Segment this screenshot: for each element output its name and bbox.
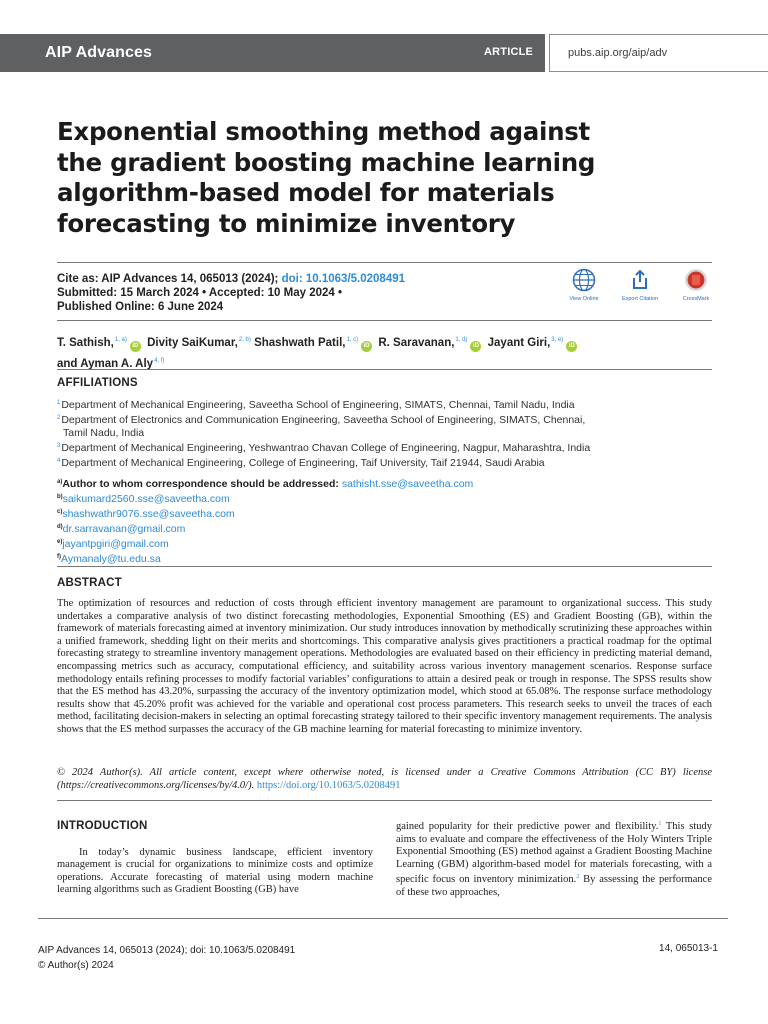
orcid-icon[interactable]: iD: [361, 341, 372, 352]
export-citation-button[interactable]: [616, 268, 664, 302]
divider-body: [57, 800, 712, 801]
reference-link[interactable]: 1: [658, 821, 662, 827]
reference-link[interactable]: 2: [576, 874, 580, 881]
author-list: [57, 331, 697, 373]
email-marker: b): [57, 494, 63, 500]
doi-link[interactable]: doi: 10.1063/5.0208491: [281, 273, 406, 285]
author-affiliation-sup: 2, b): [238, 337, 251, 343]
footer-copyright: © Author(s) 2024: [38, 960, 114, 971]
view-online-button[interactable]: [560, 268, 608, 302]
submission-dates: Submitted: 15 March 2024 • Accepted: 10 May 2024 •: [57, 287, 343, 299]
email-marker: e): [57, 539, 63, 545]
divider-authors: [57, 369, 712, 370]
affiliation-list: [57, 397, 697, 470]
correspondence-block: [57, 476, 697, 566]
email-marker: a): [57, 479, 63, 485]
journal-header: [0, 34, 768, 72]
correspondence-label: Author to whom correspondence should be addressed:: [62, 478, 339, 490]
author-name[interactable]: Shashwath Patil,: [254, 337, 346, 349]
affiliation-item: [57, 412, 697, 427]
affiliations-heading: AFFILIATIONS: [57, 377, 138, 389]
email-link[interactable]: dr.sarravanan@gmail.com: [62, 523, 186, 535]
author-name[interactable]: Jayant Giri,: [487, 337, 551, 349]
email-link[interactable]: shashwathr9076.sse@saveetha.com: [62, 508, 235, 520]
abstract-text: The optimization of resources and reduction of costs through efficient inventory management are paramount to organizational success. This study undertakes a comparative analysis of two distinct forecasting methodologies, Exponential Smoothing (ES) and Gradient Boosting (GB), within the framework of materials forecasting aimed at inventory minimization. Our study introduces innovation by methodically scrutinizing these approaches within a unified framework, shedding light on their merits and shortcomings. This comparative analysis gives practitioners a practical roadmap for the optimal forecasting strategy to streamline inventory management operations. Methodologies are evaluated based on their efficiency in predicting material demand, encompassing metrics such as accuracy, computational efficiency, and suitability across various inventory management scenarios. Response surface methodology entails refining processes to modify factorial variables’ configurations to attain a desired peak or trough in response. The SPSS results show that the ES method has 43.20%, surpassing the accuracy of the inventory optimization model, which stood at 65.08%. The response surface methodology results show that 45.20% profit was achieved for the variable and operational cost process parameters. This research seeks to unveil the traces of each method, facilitating decision-makers in selecting an optimal forecasting strategy tailored to their specific inventory management requirements. The analysis shows that the ES method surpasses the accuracy of the GB machine learning for material forecasting to minimize inventory.: [57, 598, 712, 735]
page-footer: [38, 943, 295, 973]
author-affiliation-sup: 1, a): [114, 337, 127, 343]
divider-top: [57, 262, 712, 263]
email-marker: f): [57, 554, 61, 560]
journal-url[interactable]: pubs.aip.org/aip/adv: [568, 47, 668, 59]
introduction-heading: INTRODUCTION: [57, 820, 148, 832]
crossmark-button[interactable]: [672, 268, 720, 302]
affiliation-item: [57, 455, 697, 470]
article-title: Exponential smoothing method against the gradient boosting machine learning algorithm-based model for materials forecasting to minimize inventory: [57, 117, 596, 238]
orcid-icon[interactable]: iD: [470, 341, 481, 352]
cite-label: Cite as: AIP Advances 14, 065013 (2024);: [57, 273, 279, 285]
affiliation-item: [57, 440, 697, 455]
export-citation-label: Export Citation: [621, 296, 659, 302]
intro-paragraph: In today’s dynamic business landscape, efficient inventory management is crucial for organizations to minimize costs and optimize operations. Accurate forecasting of material using modern machine learning algorithms such as Gradient Boosting (GB) have: [57, 846, 373, 896]
email-link[interactable]: sathisht.sse@saveetha.com: [341, 478, 474, 490]
divider-citation: [57, 320, 712, 321]
page-number: 14, 065013-1: [659, 943, 718, 954]
affiliation-text: Department of Mechanical Engineering, College of Engineering, Taif University, Taif 21944, Saudi Arabia: [61, 457, 545, 469]
affiliation-text: Department of Electronics and Communication Engineering, Saveetha School of Engineering, SIMATS, Chennai,: [61, 414, 586, 426]
affiliation-number: 1: [57, 400, 61, 406]
license-text: © 2024 Author(s). All article content, except where otherwise noted, is licensed under a Creative Commons Attribution (CC BY) license (https://creativecommons.org/licenses/by/4.0/).: [57, 767, 712, 791]
affiliation-continuation: Tamil Nadu, India: [63, 427, 145, 439]
email-marker: c): [57, 509, 63, 515]
footer-citation: AIP Advances 14, 065013 (2024); doi: 10.1063/5.0208491: [38, 945, 296, 956]
author-name[interactable]: and Ayman A. Aly: [57, 358, 154, 370]
intro-paragraph-continued: [396, 818, 712, 900]
crossmark-label: CrossMark: [682, 296, 710, 302]
journal-name[interactable]: AIP Advances: [45, 44, 153, 61]
author-affiliation-sup: 3, e): [551, 337, 564, 343]
author-name[interactable]: Divity SaiKumar,: [147, 337, 238, 349]
citation-block: [57, 272, 405, 314]
author-affiliation-sup: 1, d): [455, 337, 468, 343]
email-link[interactable]: Aymanaly@tu.edu.sa: [61, 553, 161, 565]
export-icon: [628, 268, 652, 292]
intro-text: By assessing the performance of these two approaches,: [396, 874, 712, 898]
citation-tools: [560, 268, 720, 308]
author-affiliation-sup: 1, c): [346, 337, 359, 343]
intro-text: gained popularity for their predictive power and flexibility.: [396, 821, 659, 832]
license-doi-link[interactable]: https://doi.org/10.1063/5.0208491: [256, 779, 401, 791]
orcid-icon[interactable]: iD: [130, 341, 141, 352]
affiliation-item: [57, 397, 697, 412]
body-column-left: [57, 818, 373, 897]
divider-abstract: [57, 566, 712, 567]
abstract-heading: ABSTRACT: [57, 577, 122, 589]
email-marker: d): [57, 524, 63, 530]
affiliation-number: 3: [57, 443, 61, 449]
view-online-label: View Online: [569, 296, 599, 302]
divider-footer: [38, 918, 728, 919]
affiliation-text: Department of Mechanical Engineering, Saveetha School of Engineering, SIMATS, Chennai, Tamil Nadu, India: [61, 399, 575, 411]
intro-text: This study aims to evaluate and compare the effectiveness of the Holy Winters Triple Exponential Smoothing (ES) method against a Gradient Boosting Machine Learning (GBM) algorithm-based model for materials forecasting, with a specific focus on inventory minimization.: [396, 821, 712, 886]
author-affiliation-sup: 4, f): [154, 358, 165, 364]
author-name[interactable]: R. Saravanan,: [378, 337, 455, 349]
article-type-label: ARTICLE: [484, 46, 534, 58]
published-date: Published Online: 6 June 2024: [57, 301, 224, 313]
affiliation-number: 2: [57, 415, 61, 421]
author-name[interactable]: T. Sathish,: [57, 337, 114, 349]
body-column-right: [396, 818, 712, 900]
crossmark-icon: [684, 268, 708, 292]
affiliation-text: Department of Mechanical Engineering, Yeshwantrao Chavan College of Engineering, Nagpur, Maharashtra, India: [61, 442, 591, 454]
globe-icon: [572, 268, 596, 292]
email-link[interactable]: saikumard2560.sse@saveetha.com: [62, 493, 230, 505]
affiliation-number: 4: [57, 458, 61, 464]
journal-url-box[interactable]: [549, 34, 768, 72]
journal-band: [0, 34, 545, 72]
orcid-icon[interactable]: iD: [566, 341, 577, 352]
email-link[interactable]: jayantpgiri@gmail.com: [62, 538, 169, 550]
license-statement: [57, 767, 712, 792]
